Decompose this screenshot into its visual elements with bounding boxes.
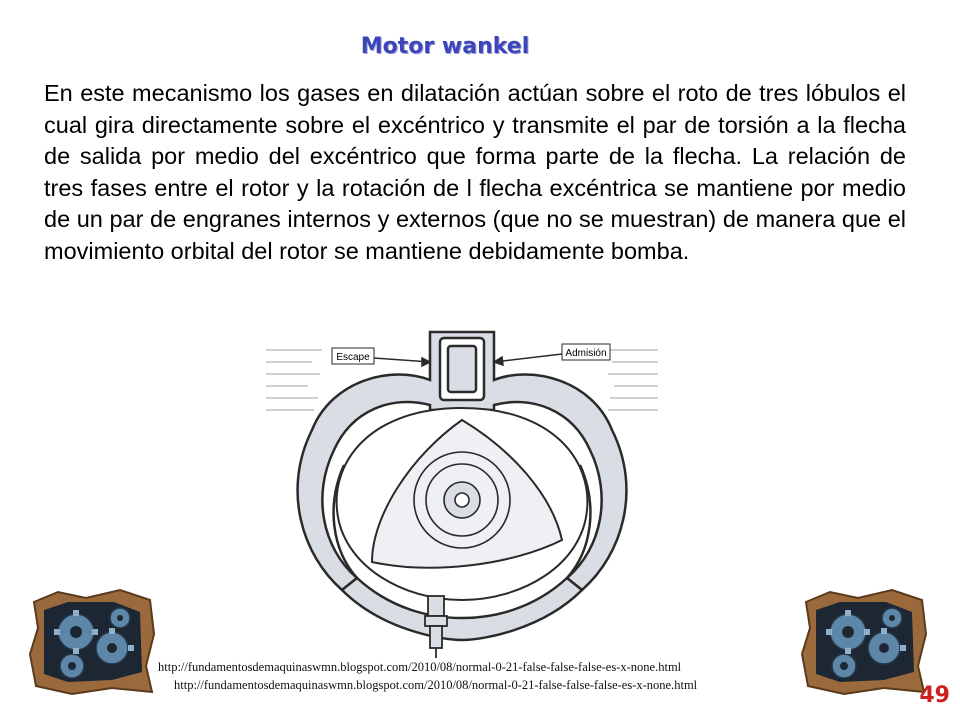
slide-title: Motor wankel: [360, 34, 530, 59]
wankel-engine-diagram: [262, 300, 662, 662]
slide-paragraph: En este mecanismo los gases en dilatación actúan sobre el roto de tres lóbulos el cual gira directamente sobre el excéntrico y transmite el par de torsión a la flecha de salida por medio del excéntrico que forma parte de la flecha. La relación de tres fases entre el rotor y la rotación de l flecha excéntrica se mantiene por medio de un par de engranes internos y externos (que no se muestran) de manera que el movimiento orbital del rotor se mantiene debidamente bomba.: [44, 80, 906, 264]
page-number: 49: [919, 683, 950, 708]
source-link[interactable]: http://fundamentosdemaquinaswmn.blogspot.com/2010/08/normal-0-21-false-false-false-es-x-none.html: [174, 678, 698, 692]
escape-label: Escape: [336, 352, 370, 363]
source-link[interactable]: http://fundamentosdemaquinaswmn.blogspot.com/2010/08/normal-0-21-false-false-false-es-x-none.html: [158, 660, 682, 674]
intake-label: Admisión: [565, 348, 607, 359]
gear-wall-icon: [28, 588, 156, 696]
gear-wall-icon: [800, 588, 928, 696]
